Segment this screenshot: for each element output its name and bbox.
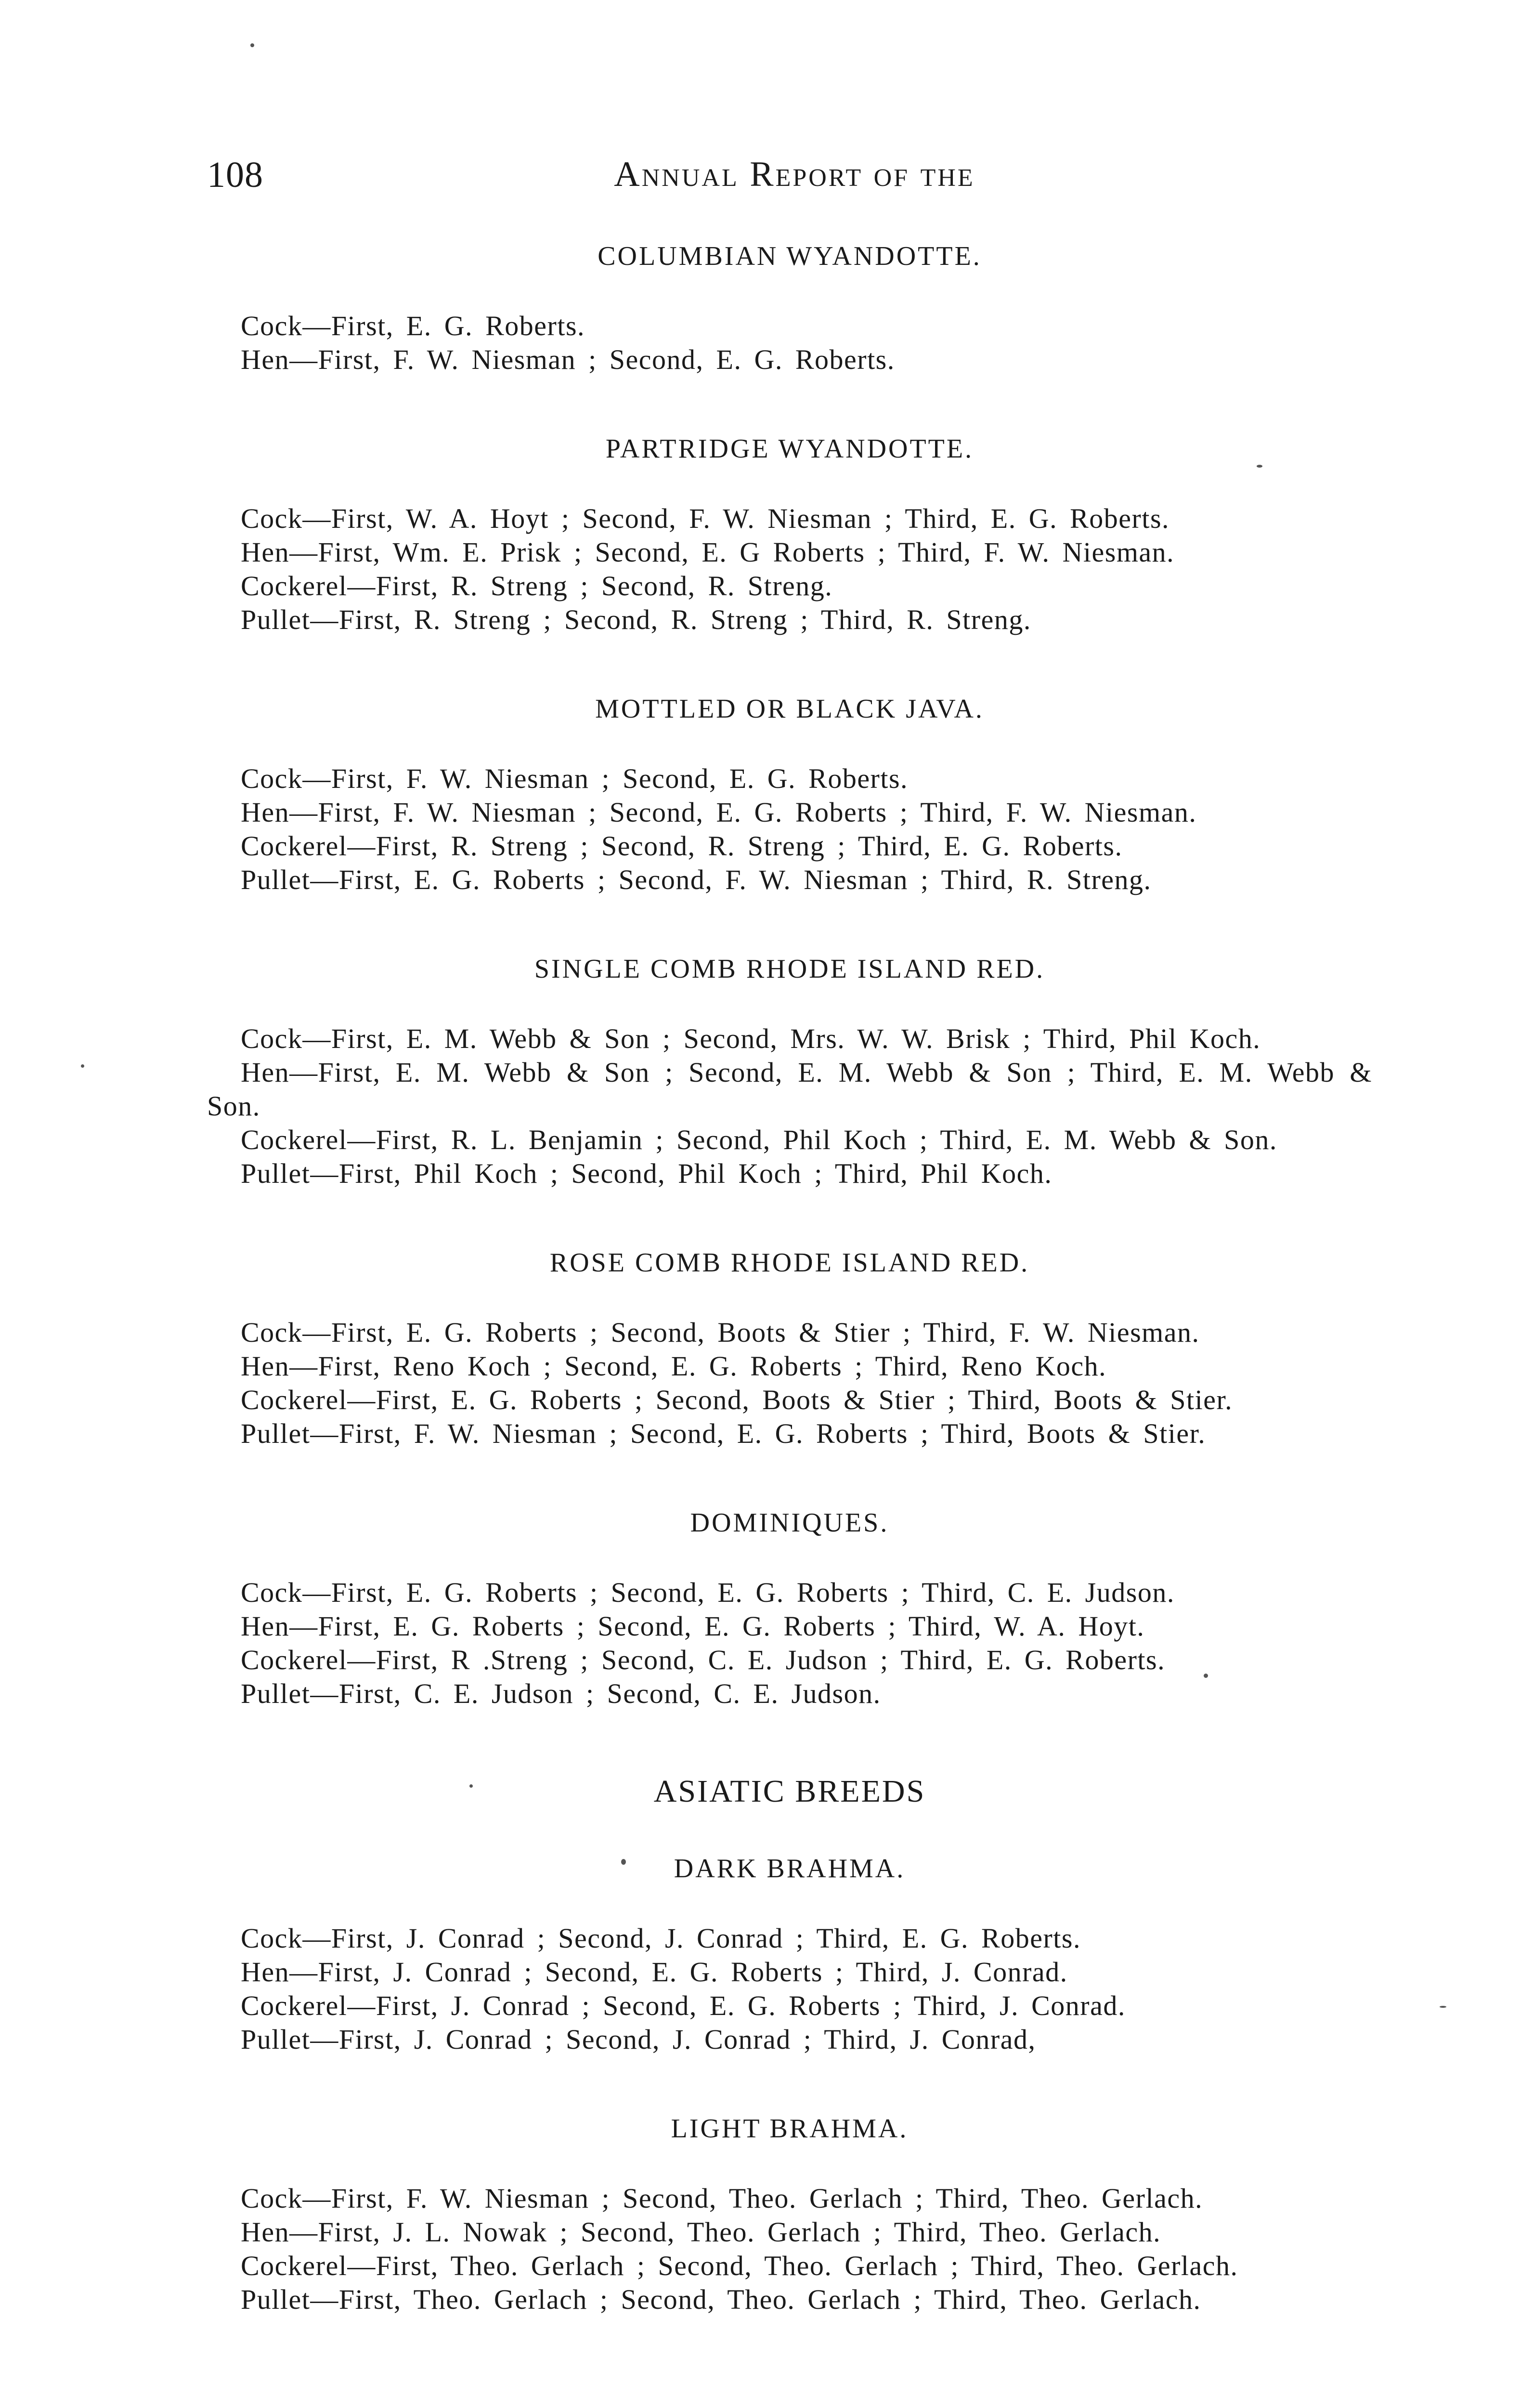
award-list (207, 1022, 1372, 1191)
award-entry: Hen—First, Reno Koch ; Second, E. G. Roberts ; Third, Reno Koch. (241, 1350, 1107, 1382)
award-entry: Hen—First, E. G. Roberts ; Second, E. G. Roberts ; Third, W. A. Hoyt. (241, 1610, 1145, 1642)
award-entry: Pullet—First, C. E. Judson ; Second, C. E. Judson. (241, 1678, 881, 1709)
scan-speck (250, 43, 254, 47)
award-entry: Hen—First, J. Conrad ; Second, E. G. Roberts ; Third, J. Conrad. (241, 1956, 1068, 1988)
award-entry: Cock—First, F. W. Niesman ; Second, E. G. Roberts. (241, 763, 909, 794)
breed-section (207, 433, 1372, 637)
award-entry: Cockerel—First, Theo. Gerlach ; Second, Theo. Gerlach ; Third, Theo. Gerlach. (241, 2250, 1238, 2281)
scan-speck (81, 1064, 84, 1068)
breed-heading: LIGHT BRAHMA. (671, 2114, 909, 2144)
award-entry: Pullet—First, R. Streng ; Second, R. Streng ; Third, R. Streng. (241, 604, 1031, 635)
breed-section (207, 954, 1372, 1191)
body-column (207, 241, 1372, 2316)
breed-heading: DARK BRAHMA. (674, 1854, 906, 1884)
award-list (207, 1922, 1372, 2056)
breed-heading: PARTRIDGE WYANDOTTE. (605, 434, 974, 464)
award-entry: Pullet—First, J. Conrad ; Second, J. Conrad ; Third, J. Conrad, (241, 2024, 1036, 2055)
breed-section (207, 241, 1372, 377)
award-entry: Hen—First, E. M. Webb & Son ; Second, E. M. Webb & Son ; Third, E. M. Webb & Son. (207, 1057, 1372, 1122)
award-entry: Cock—First, F. W. Niesman ; Second, Theo. Gerlach ; Third, Theo. Gerlach. (241, 2183, 1203, 2214)
award-entry: Pullet—First, Theo. Gerlach ; Second, Theo. Gerlach ; Third, Theo. Gerlach. (241, 2284, 1201, 2315)
scan-speck (1204, 1674, 1208, 1678)
award-entry: Cock—First, E. G. Roberts ; Second, Boots & Stier ; Third, F. W. Niesman. (241, 1317, 1200, 1348)
scan-speck (621, 1859, 626, 1865)
award-list (207, 309, 1372, 377)
award-entry: Pullet—First, Phil Koch ; Second, Phil Koch ; Third, Phil Koch. (241, 1158, 1052, 1189)
award-list (207, 2182, 1372, 2316)
award-entry: Cockerel—First, R .Streng ; Second, C. E. Judson ; Third, E. G. Roberts. (241, 1644, 1166, 1675)
breed-heading: ROSE COMB RHODE ISLAND RED. (549, 1248, 1030, 1278)
award-entry: Cockerel—First, R. Streng ; Second, R. Streng. (241, 570, 833, 602)
award-entry: Pullet—First, F. W. Niesman ; Second, E. G. Roberts ; Third, Boots & Stier. (241, 1418, 1206, 1449)
award-entry: Hen—First, J. L. Nowak ; Second, Theo. Gerlach ; Third, Theo. Gerlach. (241, 2216, 1161, 2248)
breed-heading: SINGLE COMB RHODE ISLAND RED. (534, 954, 1045, 984)
page-header (207, 154, 1382, 207)
award-entry: Hen—First, Wm. E. Prisk ; Second, E. G Roberts ; Third, F. W. Niesman. (241, 537, 1175, 568)
running-head: Annual Report of the (614, 155, 975, 194)
award-list (207, 762, 1372, 897)
group-heading: ASIATIC BREEDS (653, 1774, 926, 1809)
award-entry: Hen—First, F. W. Niesman ; Second, E. G. Roberts ; Third, F. W. Niesman. (241, 797, 1197, 828)
breed-heading: MOTTLED OR BLACK JAVA. (595, 694, 984, 724)
breed-section (207, 1507, 1372, 1711)
breed-section (207, 1247, 1372, 1451)
award-entry: Hen—First, F. W. Niesman ; Second, E. G. Roberts. (241, 344, 895, 375)
award-entry: Cock—First, W. A. Hoyt ; Second, F. W. Niesman ; Third, E. G. Roberts. (241, 503, 1170, 534)
scan-speck (1440, 2006, 1446, 2008)
award-list (207, 502, 1372, 637)
award-entry: Cockerel—First, E. G. Roberts ; Second, Boots & Stier ; Third, Boots & Stier. (241, 1384, 1233, 1415)
award-entry: Cockerel—First, R. L. Benjamin ; Second, Phil Koch ; Third, E. M. Webb & Son. (241, 1124, 1277, 1155)
scan-speck (469, 1784, 473, 1788)
award-list (207, 1316, 1372, 1451)
award-entry: Cock—First, E. G. Roberts ; Second, E. G. Roberts ; Third, C. E. Judson. (241, 1577, 1175, 1608)
scan-speck (1257, 465, 1262, 468)
breed-heading: DOMINIQUES. (690, 1508, 889, 1538)
breed-section (207, 1853, 1372, 2056)
award-entry: Pullet—First, E. G. Roberts ; Second, F. W. Niesman ; Third, R. Streng. (241, 864, 1152, 895)
breed-section (207, 694, 1372, 897)
page-number: 108 (207, 155, 263, 195)
award-entry: Cockerel—First, J. Conrad ; Second, E. G. Roberts ; Third, J. Conrad. (241, 1990, 1126, 2021)
breed-heading: COLUMBIAN WYANDOTTE. (598, 241, 982, 271)
breed-section (207, 2113, 1372, 2316)
award-entry: Cock—First, E. G. Roberts. (241, 310, 585, 341)
award-entry: Cockerel—First, R. Streng ; Second, R. Streng ; Third, E. G. Roberts. (241, 830, 1123, 862)
award-entry: Cock—First, J. Conrad ; Second, J. Conrad ; Third, E. G. Roberts. (241, 1923, 1081, 1954)
award-list (207, 1576, 1372, 1711)
award-entry: Cock—First, E. M. Webb & Son ; Second, Mrs. W. W. Brisk ; Third, Phil Koch. (241, 1023, 1261, 1054)
